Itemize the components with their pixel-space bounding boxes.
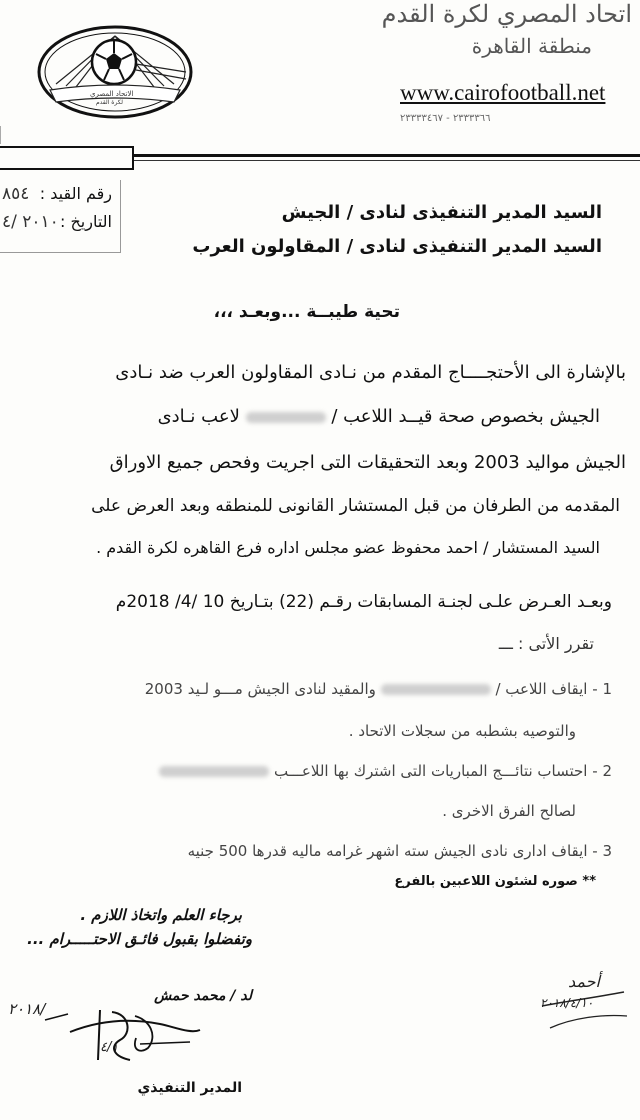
- body-line-3: الجيش مواليد 2003 وبعد التحقيقات التى اجريت وفحص جميع الاوراق: [109, 452, 626, 473]
- redacted-player-name-2: [381, 684, 491, 695]
- header-box-left: [0, 146, 134, 170]
- redacted-player-name-3: [159, 766, 269, 777]
- ref-number-label: رقم القيد :: [39, 184, 112, 203]
- date-value: ٢٠١٠ /٤: [2, 212, 59, 232]
- body-line-4: المقدمه من الطرفان من قبل المستشار القانونى للمنطقه وبعد العرض على: [91, 496, 620, 516]
- decision-1-cont: والتوصيه بشطبه من سجلات الاتحاد .: [348, 722, 576, 740]
- signature-date-scribble-2: ٤/١: [100, 1040, 119, 1055]
- decision-3: [188, 842, 612, 860]
- addressee-1: السيد المدير التنفيذى لنادى / الجيش: [281, 202, 602, 223]
- closing-line-1: برجاء العلم واتخاذ اللازم .: [80, 906, 242, 924]
- decision-2-num: 2 -: [592, 762, 612, 780]
- logo-caption-2: لكرة القدم: [96, 99, 123, 106]
- addressee-2: السيد المدير التنفيذى لنادى / المقاولون العرب: [192, 236, 602, 257]
- signature-right-line2: ٢٠١٨/٤/١٠: [540, 996, 594, 1010]
- ref-number-value: ٨٥٤: [2, 184, 30, 204]
- decision-2: [159, 762, 612, 780]
- body-line-2: [158, 406, 600, 427]
- decision-1-num: 1 -: [592, 680, 612, 698]
- decision-3-num: 3 -: [592, 842, 612, 860]
- region-name: منطقة القاهرة: [471, 34, 592, 58]
- handwritten-signature-left: [40, 990, 220, 1070]
- cc-note: ** صوره لشئون اللاعبين بالفرع: [394, 874, 596, 889]
- body-line-1: بالإشارة الى الأحتجــــاج المقدم من نـادى المقاولون العرب ضد نـادى: [115, 362, 626, 383]
- greeting: تحية طيبــة ...وبعـد ،،،: [213, 302, 400, 322]
- redacted-player-name: [246, 412, 326, 423]
- closing-line-2: وتفضلوا بقبول فائـق الاحتـــــرام ...: [27, 930, 252, 948]
- decision-1-text-b: والمقيد لنادى الجيش مـــو لـيد 2003: [144, 680, 376, 698]
- reference-box: [0, 180, 121, 253]
- decision-3-text: ايقاف ادارى نادى الجيش سته اشهر غرامه ماليه قدرها 500 جنيه: [187, 842, 588, 860]
- signatory-title: المدير التنفيذي: [137, 1080, 242, 1096]
- federation-name: اتحاد المصري لكرة القدم: [381, 0, 632, 28]
- phone-numbers: ٢٣٣٣٣٦٦ - ٢٣٣٣٣٤٦٧: [400, 113, 491, 124]
- divider-thick: [134, 154, 640, 157]
- handwritten-signature-right: [532, 968, 632, 1038]
- signature-date-scribble: ٢٠١٨/: [8, 1000, 46, 1018]
- signature-right-line1: أحمد: [568, 972, 600, 991]
- body-line-2-tail: لاعب نـادى: [157, 406, 240, 427]
- decision-1: [145, 680, 612, 698]
- decision-2-cont: لصالح الفرق الاخرى .: [442, 802, 576, 820]
- edge-mark: [0, 126, 9, 144]
- website-link[interactable]: www.cairofootball.net: [400, 80, 606, 105]
- decision-2-text: احتساب نتائـــج المباريات التى اشترك بها اللاعـــب: [274, 762, 588, 780]
- body-line-6: وبعـد العـرض علـى لجنـة المسابقات رقـم (22) بتـاريخ 10 /4/ 2018م: [115, 592, 612, 612]
- signatory-name: لد / محمد حمش: [154, 988, 252, 1004]
- body-line-5: السيد المستشار / احمد محفوظ عضو مجلس اداره فرع القاهره لكرة القدم .: [96, 538, 600, 557]
- decision-intro: تقرر الأتى : ـــ: [498, 634, 594, 653]
- date-label: التاريخ :: [59, 212, 112, 231]
- body-line-2-text: الجيش بخصوص صحة قيــد اللاعب /: [331, 406, 600, 427]
- decision-1-text-a: ايقاف اللاعب /: [495, 680, 588, 698]
- logo-caption-1: الاتحاد المصري: [90, 90, 134, 98]
- federation-logo: [36, 24, 194, 120]
- divider-thin: [134, 160, 640, 161]
